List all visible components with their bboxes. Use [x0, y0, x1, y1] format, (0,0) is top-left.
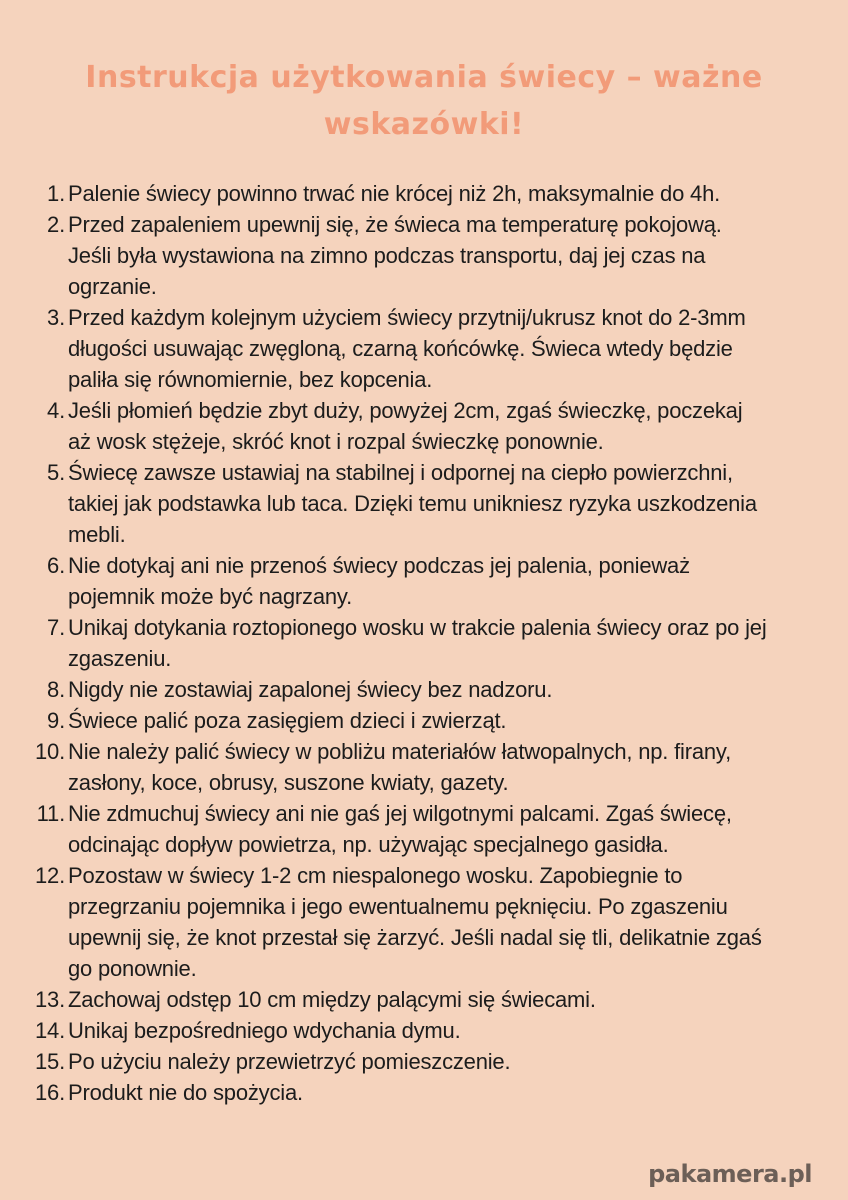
list-item-text: Nie dotykaj ani nie przenoś świecy podczas jej palenia, ponieważ pojemnik może być nagrzany. [68, 553, 690, 609]
pakamera-watermark-logo: pakamera.pl [648, 1160, 812, 1188]
list-item-text: Unikaj bezpośredniego wdychania dymu. [68, 1018, 461, 1043]
list-item-text: Pozostaw w świecy 1-2 cm niespalonego wosku. Zapobiegnie to przegrzaniu pojemnika i jego ewentualnemu pęknięciu. Po zgaszeniu upewnij się, że knot przestał się żarzyć. Jeśli nadal się tli, delikatnie zgaś go ponownie. [68, 863, 762, 981]
list-item [24, 612, 770, 674]
list-item-text: Przed każdym kolejnym użyciem świecy przytnij/ukrusz knot do 2-3mm długości usuwając zwęgloną, czarną końcówkę. Świeca wtedy będzie paliła się równomiernie, bez kopcenia. [68, 305, 746, 392]
list-item-text: Nie zdmuchuj świecy ani nie gaś jej wilgotnymi palcami. Zgaś świecę, odcinając dopływ powietrza, np. używając specjalnego gasidła. [68, 801, 732, 857]
list-item [24, 705, 770, 736]
list-item-text: Jeśli płomień będzie zbyt duży, powyżej 2cm, zgaś świeczkę, poczekaj aż wosk stężeje, skróć knot i rozpal świeczkę ponownie. [68, 398, 743, 454]
instruction-list [0, 178, 848, 1108]
list-item [24, 457, 770, 550]
list-item-text: Nigdy nie zostawiaj zapalonej świecy bez nadzoru. [68, 677, 553, 702]
list-item-text: Palenie świecy powinno trwać nie krócej niż 2h, maksymalnie do 4h. [68, 181, 721, 206]
list-item [24, 860, 770, 984]
list-item [24, 1046, 770, 1077]
list-item [24, 798, 770, 860]
list-item [24, 1015, 770, 1046]
list-item-text: Świecę zawsze ustawiaj na stabilnej i odpornej na ciepło powierzchni, takiej jak podstawka lub taca. Dzięki temu unikniesz ryzyka uszkodzenia mebli. [68, 460, 757, 547]
list-item [24, 302, 770, 395]
list-item-text: Przed zapaleniem upewnij się, że świeca ma temperaturę pokojową. Jeśli była wystawiona na zimno podczas transportu, daj jej czas na ogrzanie. [68, 212, 722, 299]
page-title: Instrukcja użytkowania świecy – ważne wskazówki! [85, 60, 763, 142]
list-item-text: Produkt nie do spożycia. [68, 1080, 303, 1105]
list-item-text: Świece palić poza zasięgiem dzieci i zwierząt. [68, 708, 507, 733]
list-item-text: Unikaj dotykania roztopionego wosku w trakcie palenia świecy oraz po jej zgaszeniu. [68, 615, 767, 671]
list-item-text: Po użyciu należy przewietrzyć pomieszczenie. [68, 1049, 511, 1074]
list-item [24, 674, 770, 705]
list-item-text: Nie należy palić świecy w pobliżu materiałów łatwopalnych, np. firany, zasłony, koce, obrusy, suszone kwiaty, gazety. [68, 739, 732, 795]
list-item-text: Zachowaj odstęp 10 cm między palącymi się świecami. [68, 987, 596, 1012]
list-item [24, 736, 770, 798]
list-item [24, 550, 770, 612]
list-item [24, 395, 770, 457]
list-item [24, 984, 770, 1015]
list-item [24, 178, 770, 209]
list-item [24, 209, 770, 302]
list-item [24, 1077, 770, 1108]
